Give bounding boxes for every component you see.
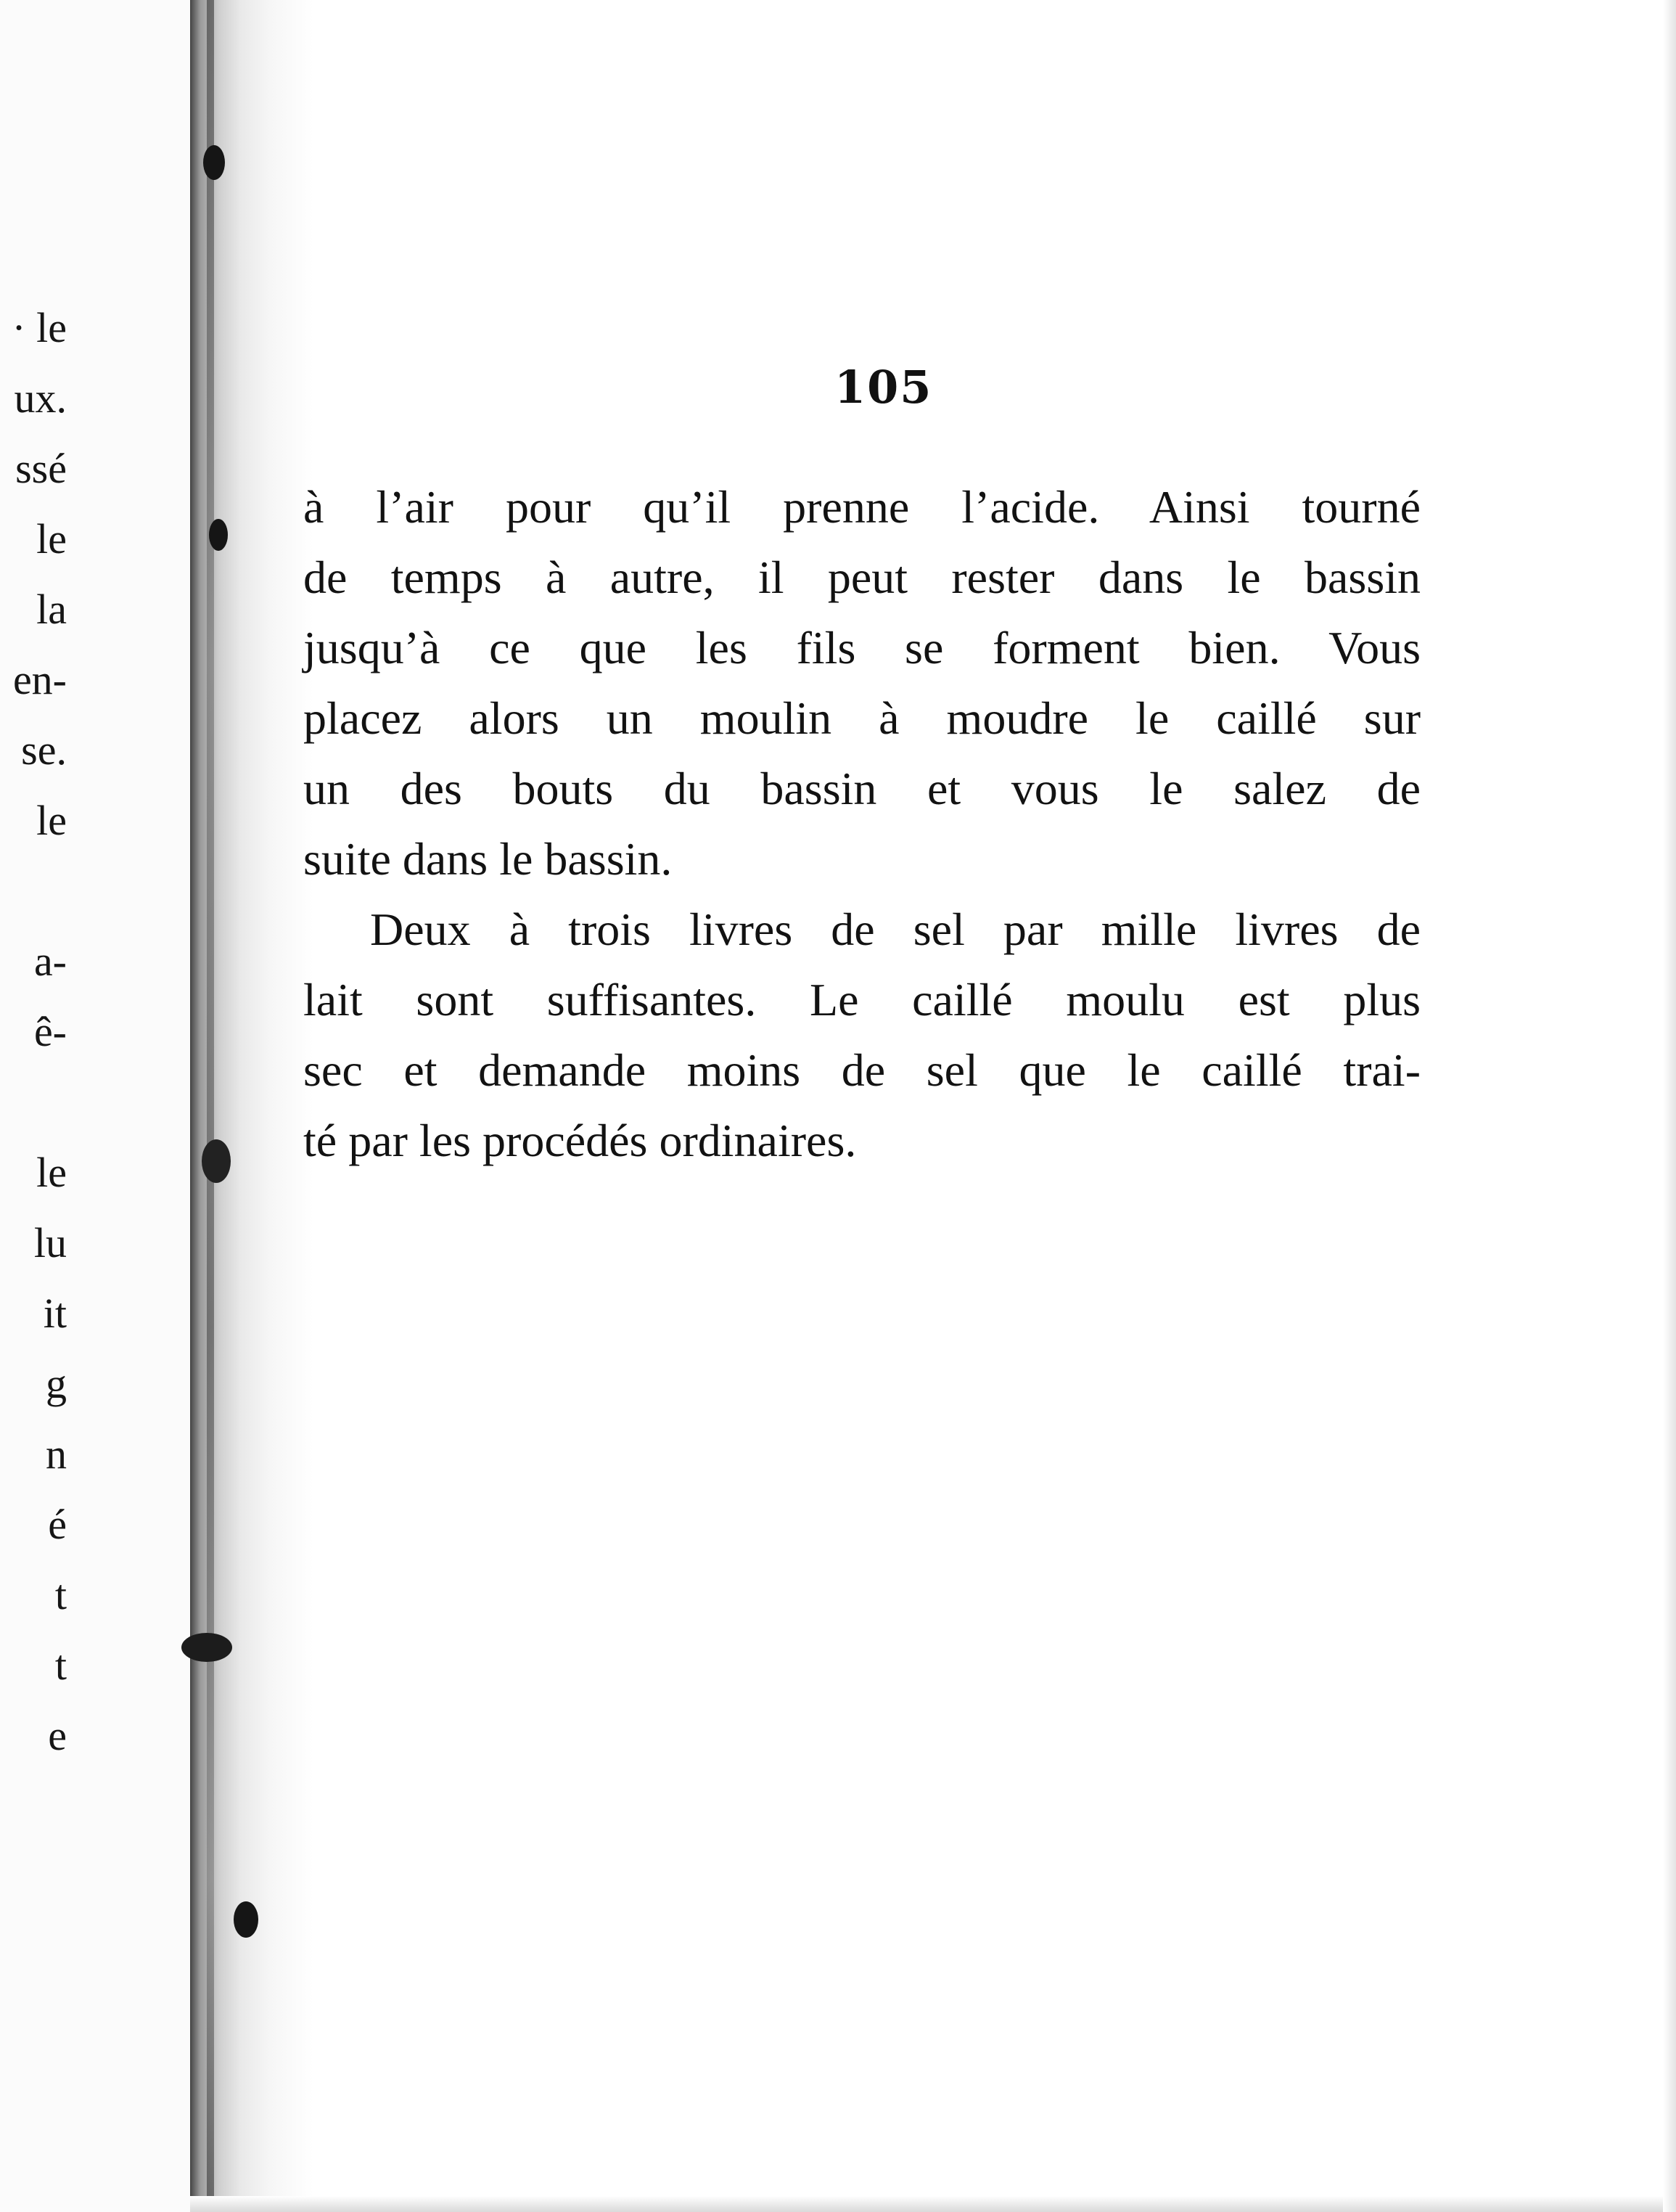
left-page-fragment: le xyxy=(36,1149,67,1196)
text-line: placez alors un moulin à moudre le caillé sur xyxy=(303,692,1421,744)
text-line: un des bouts du bassin et vous le salez de xyxy=(303,763,1421,814)
text-line: lait sont suffisantes. Le caillé moulu est plus xyxy=(303,974,1421,1025)
page-right-edge xyxy=(1663,0,1676,2212)
binding-tear-mark xyxy=(181,1633,232,1662)
left-page-fragment: le xyxy=(36,797,67,844)
left-page-fragment: t xyxy=(54,1571,67,1618)
page-body-text xyxy=(303,472,1421,1176)
left-page-fragment: se. xyxy=(21,726,67,774)
left-page-fragment: en- xyxy=(12,656,67,703)
binding-tear-mark xyxy=(234,1901,258,1938)
left-page-fragment: é xyxy=(48,1501,67,1548)
paragraph-2 xyxy=(303,894,1421,1176)
left-page-fragment: t xyxy=(54,1642,67,1689)
paragraph-1 xyxy=(303,472,1421,894)
text-line: sec et demande moins de sel que le caillé trai- xyxy=(303,1044,1421,1096)
page-bottom-edge xyxy=(190,2196,1676,2212)
text-line: suite dans le bassin. xyxy=(303,833,673,885)
left-page-fragment: g xyxy=(46,1360,67,1407)
page-number: 105 xyxy=(834,361,933,414)
left-page-fragment: it xyxy=(43,1290,67,1337)
binding-tear-mark xyxy=(209,519,228,551)
text-line: de temps à autre, il peut rester dans le bassin xyxy=(303,552,1421,603)
text-line: jusqu’à ce que les fils se forment bien. Vous xyxy=(303,622,1421,673)
text-line: Deux à trois livres de sel par mille livres de xyxy=(370,904,1421,955)
left-page-fragment: e xyxy=(48,1712,67,1759)
binding-tear-mark xyxy=(203,145,225,180)
left-page-fragment: n xyxy=(46,1430,67,1478)
left-page-fragment: a- xyxy=(33,938,67,985)
left-page-fragment: lu xyxy=(33,1219,67,1266)
left-page-fragment: ux. xyxy=(14,374,67,422)
left-page-fragment: ê- xyxy=(33,1008,67,1055)
text-line: té par les procédés ordinaires. xyxy=(303,1115,857,1166)
left-page-fragment: la xyxy=(36,586,67,633)
left-page-fragment: · le xyxy=(12,304,67,351)
text-line: à l’air pour qu’il prenne l’acide. Ainsi tourné xyxy=(303,481,1421,533)
left-page-fragment: le xyxy=(36,515,67,562)
left-page-fragment: ssé xyxy=(15,445,67,492)
binding-tear-mark xyxy=(202,1139,231,1183)
left-facing-page xyxy=(0,0,192,2212)
binding-edge xyxy=(207,0,214,2212)
